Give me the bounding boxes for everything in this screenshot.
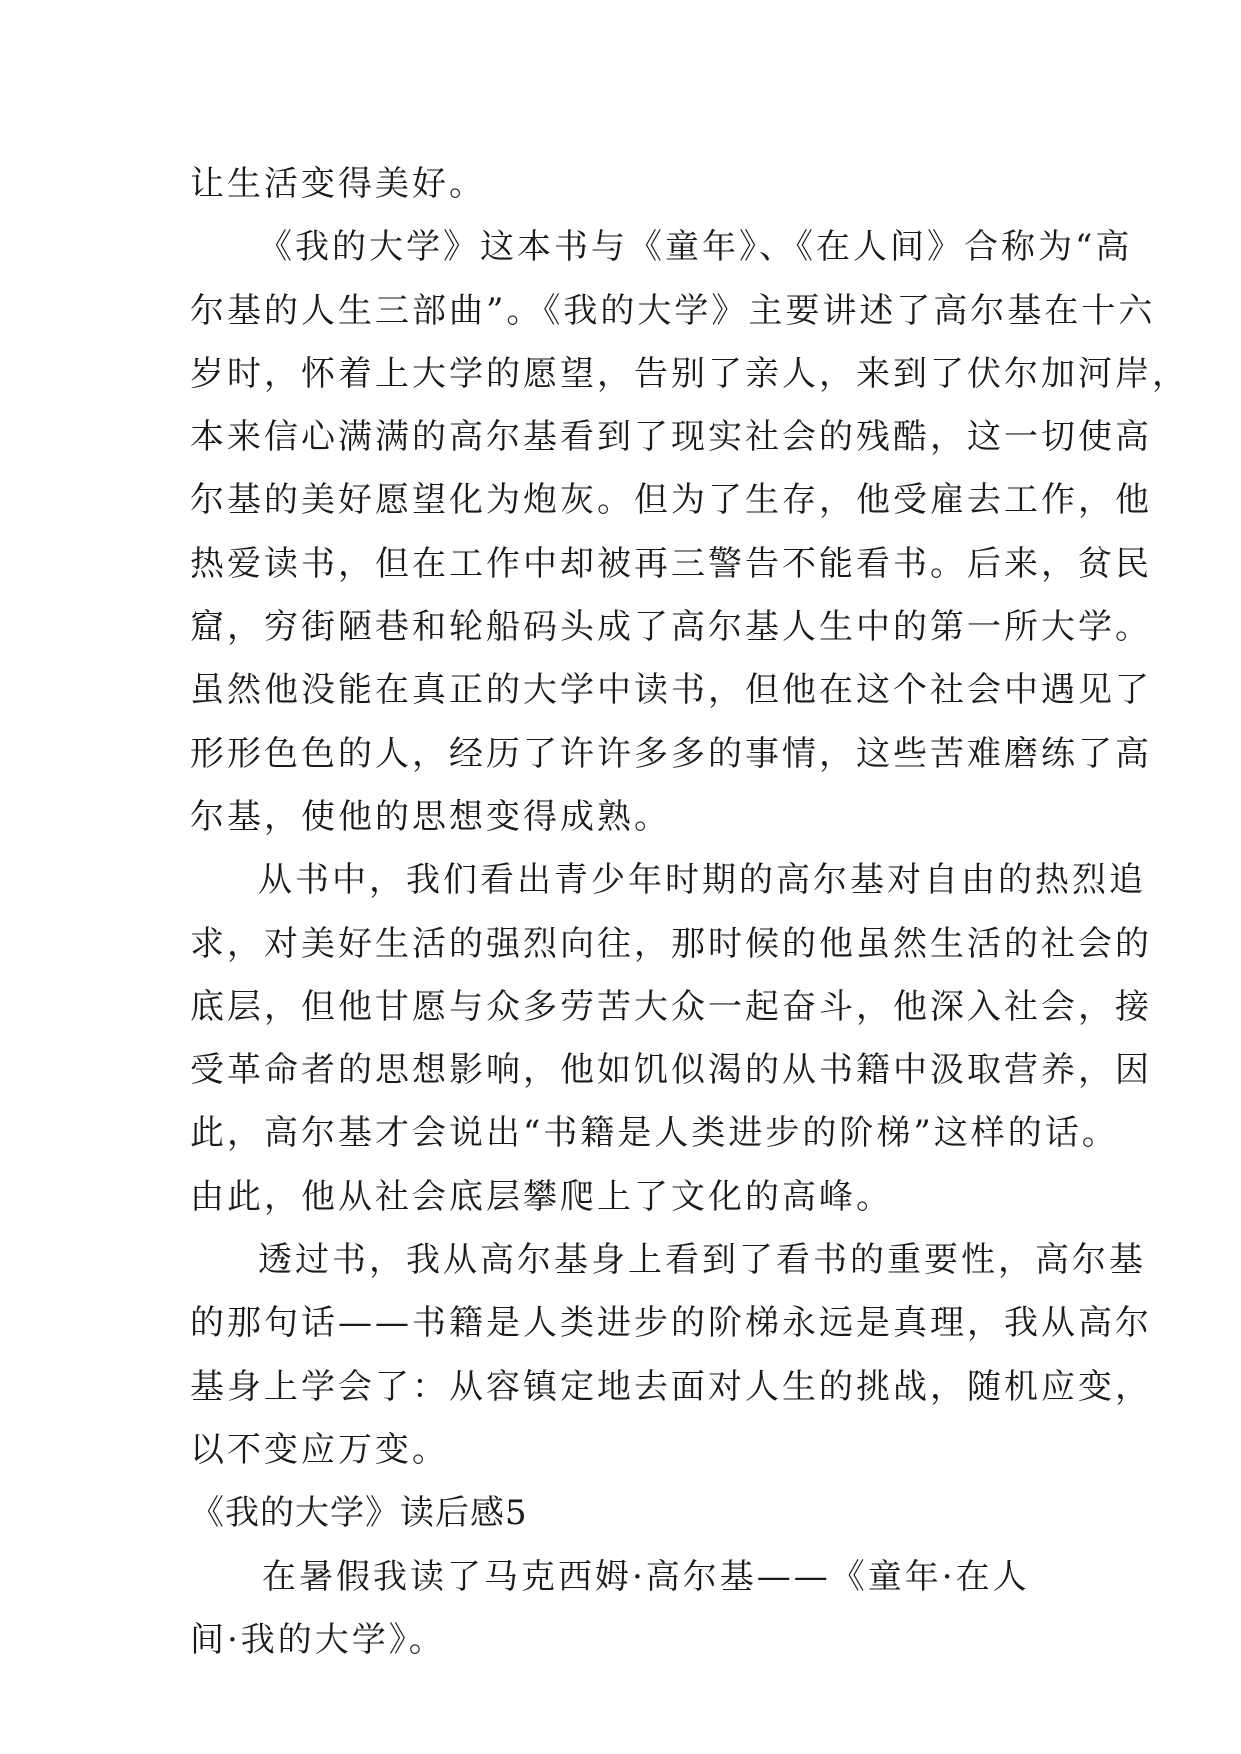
- paragraph-start-line: 在暑假我读了马克西姆·高尔基——《童年·在人: [262, 1556, 1030, 1597]
- text-line: 岁时，怀着上大学的愿望，告别了亲人，来到了伏尔加河岸，: [190, 353, 1189, 394]
- text-line: 热爱读书，但在工作中却被再三警告不能看书。后来，贫民: [190, 543, 1152, 584]
- text-line: 的那句话——书籍是人类进步的阶梯永远是真理，我从高尔: [190, 1303, 1152, 1344]
- text-line: 形形色色的人，经历了许许多多的事情，这些苦难磨练了高: [190, 733, 1152, 774]
- text-line: 求，对美好生活的强烈向往，那时候的他虽然生活的社会的: [190, 923, 1152, 964]
- text-line: 受革命者的思想影响，他如饥似渴的从书籍中汲取营养，因: [190, 1050, 1152, 1091]
- paragraph-start-line: 《我的大学》这本书与《童年》、《在人间》合称为“高: [258, 227, 1133, 268]
- text-line: 本来信心满满的高尔基看到了现实社会的残酷，这一切使高: [190, 417, 1152, 458]
- text-line: 底层，但他甘愿与众多劳苦大众一起奋斗，他深入社会，接: [190, 986, 1152, 1027]
- text-line: 尔基的美好愿望化为炮灰。但为了生存，他受雇去工作，他: [190, 480, 1152, 521]
- paragraph-start-line: 透过书，我从高尔基身上看到了看书的重要性，高尔基: [258, 1240, 1146, 1281]
- document-body: [190, 153, 1189, 1672]
- text-line: 以不变应万变。: [190, 1429, 449, 1470]
- text-line: 此，高尔基才会说出“书籍是人类进步的阶梯”这样的话。: [190, 1113, 1119, 1154]
- paragraph-start-line: 从书中，我们看出青少年时期的高尔基对自由的热烈追: [258, 860, 1146, 901]
- text-line: 由此，他从社会底层攀爬上了文化的高峰。: [190, 1176, 893, 1217]
- text-line: 虽然他没能在真正的大学中读书，但他在这个社会中遇见了: [190, 670, 1152, 711]
- text-line: 间·我的大学》。: [190, 1619, 446, 1660]
- text-line: 尔基的人生三部曲”。《我的大学》主要讲述了高尔基在十六: [190, 290, 1156, 331]
- text-line: 基身上学会了：从容镇定地去面对人生的挑战，随机应变，: [190, 1366, 1152, 1407]
- text-line: 窟，穷街陋巷和轮船码头成了高尔基人生中的第一所大学。: [190, 607, 1152, 648]
- text-line: 尔基，使他的思想变得成熟。: [190, 796, 671, 837]
- text-line: 让生活变得美好。: [190, 164, 486, 204]
- section-heading: 《我的大学》读后感5: [190, 1493, 528, 1534]
